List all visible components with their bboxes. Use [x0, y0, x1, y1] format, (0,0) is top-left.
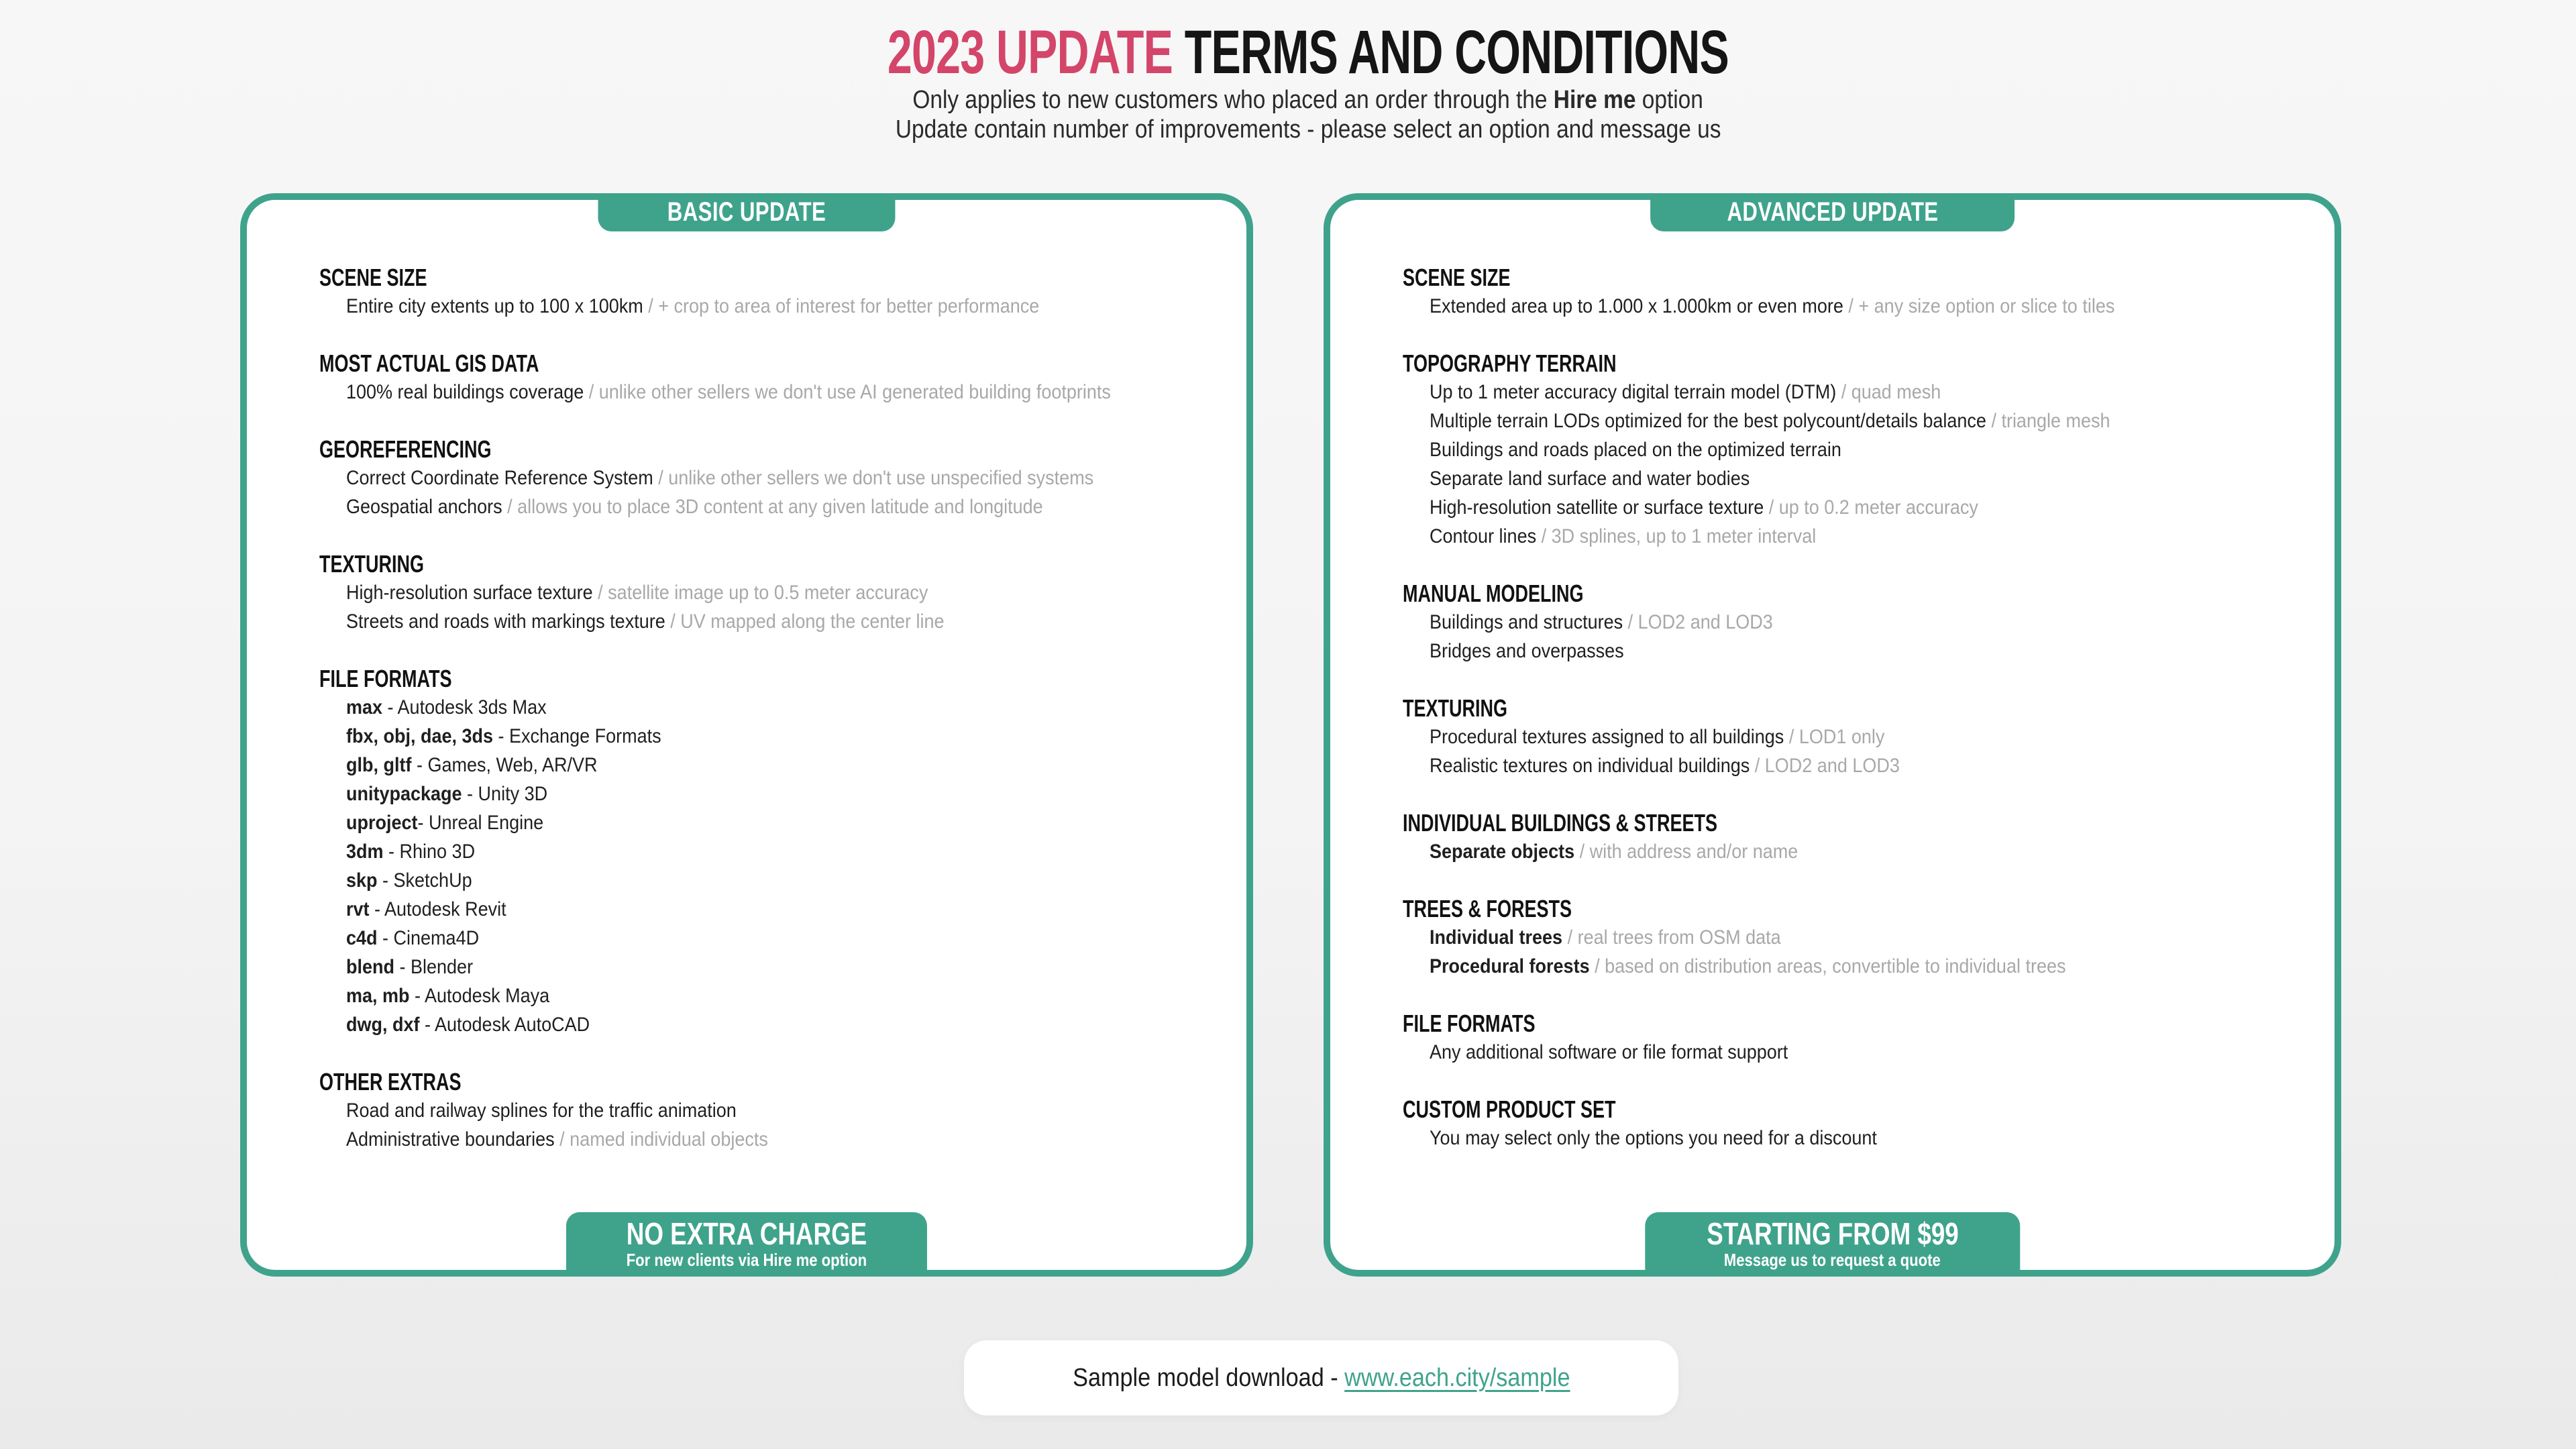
section	[1403, 808, 2308, 866]
page-subtitle-line2: Update contain number of improvements - please select an option and message us	[895, 115, 1721, 144]
sample-download-link[interactable]: www.each.city/sample	[1344, 1363, 1570, 1392]
section	[1403, 349, 2308, 551]
section	[1403, 579, 2308, 665]
feature-item: Realistic textures on individual buildings / LOD2 and LOD3	[1430, 755, 1900, 777]
section	[1403, 1095, 2308, 1152]
basic-update-body	[247, 200, 1246, 1154]
feature-item: Road and railway splines for the traffic animation	[346, 1099, 737, 1122]
feature-item: Individual trees / real trees from OSM data	[1430, 926, 1781, 949]
sample-download-card	[964, 1340, 1678, 1415]
feature-item: Geospatial anchors / allows you to place 3D content at any given latitude and longitude	[346, 496, 1043, 518]
feature-item: Buildings and structures / LOD2 and LOD3	[1430, 611, 1773, 633]
page-header	[20, 20, 2576, 144]
feature-item: High-resolution surface texture / satellite image up to 0.5 meter accuracy	[346, 582, 928, 604]
section	[1403, 894, 2308, 981]
basic-price-subtitle: For new clients via Hire me option	[626, 1250, 867, 1270]
section	[319, 1067, 1220, 1154]
section-title: SCENE SIZE	[319, 264, 427, 291]
feature-item: unitypackage - Unity 3D	[346, 783, 548, 805]
section-title: GEOREFERENCING	[319, 435, 492, 463]
feature-item: Separate objects / with address and/or name	[1430, 841, 1799, 863]
section	[1403, 1009, 2308, 1067]
feature-item: Entire city extents up to 100 x 100km / + crop to area of interest for better performance	[346, 295, 1040, 317]
advanced-price-subtitle: Message us to request a quote	[1724, 1250, 1941, 1270]
feature-item: blend - Blender	[346, 956, 474, 978]
section	[319, 263, 1220, 321]
feature-item: Separate land surface and water bodies	[1430, 468, 1750, 490]
subtitle1-prefix: Only applies to new customers who placed an order through the	[912, 86, 1554, 114]
section-title: FILE FORMATS	[1403, 1010, 1536, 1037]
section	[1403, 263, 2308, 321]
feature-item: You may select only the options you need for a discount	[1430, 1127, 1877, 1149]
feature-item: Buildings and roads placed on the optimized terrain	[1430, 439, 1841, 461]
section-title: FILE FORMATS	[319, 665, 452, 692]
feature-item: max - Autodesk 3ds Max	[346, 696, 547, 718]
feature-item: 3dm - Rhino 3D	[346, 841, 476, 863]
advanced-price-title: STARTING FROM $99	[1706, 1216, 1959, 1251]
basic-price-title: NO EXTRA CHARGE	[626, 1216, 867, 1251]
advanced-update-panel	[1324, 193, 2341, 1277]
section-title: OTHER EXTRAS	[319, 1068, 462, 1095]
section	[319, 435, 1220, 521]
feature-item: Procedural textures assigned to all buildings / LOD1 only	[1430, 726, 1885, 748]
advanced-update-body	[1330, 200, 2334, 1152]
feature-item: Streets and roads with markings texture / UV mapped along the center line	[346, 610, 945, 633]
section-title: TEXTURING	[319, 550, 425, 578]
advanced-update-price-badge	[1645, 1212, 2020, 1277]
feature-item: Extended area up to 1.000 x 1.000km or even more / + any size option or slice to tiles	[1430, 295, 2115, 317]
section-title: CUSTOM PRODUCT SET	[1403, 1095, 1616, 1123]
section-title: MOST ACTUAL GIS DATA	[319, 350, 539, 377]
section	[1403, 694, 2308, 780]
feature-item: Contour lines / 3D splines, up to 1 meter interval	[1430, 525, 1817, 547]
subtitle1-suffix: option	[1635, 86, 1704, 114]
page-subtitle-line1	[20, 86, 2576, 114]
feature-item: dwg, dxf - Autodesk AutoCAD	[346, 1014, 590, 1036]
page-title-accent: 2023 UPDATE	[887, 18, 1173, 87]
section	[319, 549, 1220, 636]
feature-item: skp - SketchUp	[346, 869, 472, 892]
feature-item: glb, gltf - Games, Web, AR/VR	[346, 754, 598, 776]
section-title: INDIVIDUAL BUILDINGS & STREETS	[1403, 809, 1718, 837]
feature-item: High-resolution satellite or surface texture / up to 0.2 meter accuracy	[1430, 496, 1978, 519]
sample-download-label: Sample model download -	[1072, 1363, 1344, 1392]
page-title	[888, 20, 1729, 85]
section-title: TOPOGRAPHY TERRAIN	[1403, 350, 1617, 377]
basic-update-tab-label: BASIC UPDATE	[667, 197, 826, 227]
feature-item: Procedural forests / based on distribution areas, convertible to individual trees	[1430, 955, 2066, 977]
feature-item: Up to 1 meter accuracy digital terrain model (DTM) / quad mesh	[1430, 381, 1941, 403]
section-title: TREES & FORESTS	[1403, 895, 1572, 922]
feature-item: rvt - Autodesk Revit	[346, 898, 506, 920]
advanced-update-tab-label: ADVANCED UPDATE	[1727, 197, 1938, 227]
feature-item: Correct Coordinate Reference System / unlike other sellers we don't use unspecified systems	[346, 467, 1094, 489]
subtitle1-bold: Hire me	[1554, 86, 1636, 114]
section	[319, 349, 1220, 407]
page-title-rest: TERMS AND CONDITIONS	[1173, 18, 1729, 87]
feature-item: Administrative boundaries / named individual objects	[346, 1128, 768, 1150]
section-title: SCENE SIZE	[1403, 264, 1511, 291]
feature-item: Any additional software or file format support	[1430, 1041, 1788, 1063]
feature-item: Multiple terrain LODs optimized for the best polycount/details balance / triangle mesh	[1430, 410, 2110, 432]
section	[319, 664, 1220, 1039]
feature-item: c4d - Cinema4D	[346, 927, 480, 949]
section-title: MANUAL MODELING	[1403, 580, 1584, 607]
feature-item: uproject- Unreal Engine	[346, 812, 544, 834]
section-title: TEXTURING	[1403, 694, 1508, 722]
basic-update-panel	[240, 193, 1253, 1277]
feature-item: fbx, obj, dae, 3ds - Exchange Formats	[346, 725, 661, 747]
feature-item: Bridges and overpasses	[1430, 640, 1624, 662]
basic-update-price-badge	[566, 1212, 927, 1277]
feature-item: 100% real buildings coverage / unlike other sellers we don't use AI generated building footprints	[346, 381, 1111, 403]
feature-item: ma, mb - Autodesk Maya	[346, 985, 550, 1007]
